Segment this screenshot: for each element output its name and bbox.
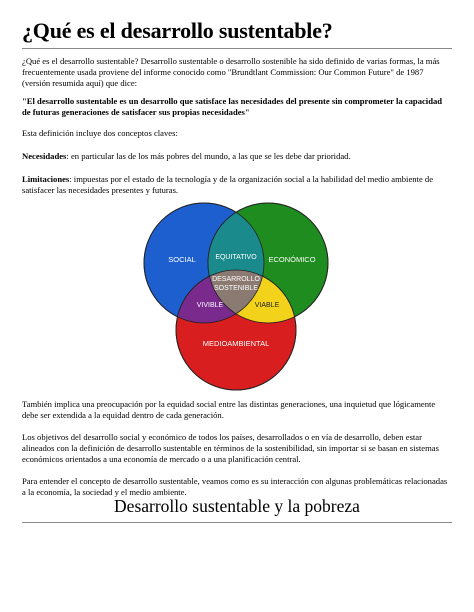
label-viable: VIABLE bbox=[254, 302, 280, 309]
definition-intro: Esta definición incluye dos conceptos claves: bbox=[22, 128, 178, 138]
objectives-paragraph: Los objetivos del desarrollo social y económico de todos los países, desarrollados o en vía de desarrollo, deben estar alineados con la definición de desarrollo sustentable en términos de la sostenibilidad, sin importar si se basan en sistemas económicos orientados a una economía de mercado o a una planificación central. bbox=[22, 432, 439, 464]
concept-limitations bbox=[22, 174, 452, 196]
intro-paragraph: ¿Qué es el desarrollo sustentable? Desarrollo sustentable o desarrollo sostenible ha sido definido de varias formas, la más frecuentemente usada proviene del informe conocido como "Brundtlant Commission: Our Common Future" de 1987 (versión resumida aquí) que dice: bbox=[22, 56, 440, 88]
label-economic: ECONÓMICO bbox=[268, 255, 316, 264]
concept-needs-text: : en particular las de los más pobres del mundo, a las que se les debe dar prioridad. bbox=[66, 151, 351, 161]
label-livable: VIVIBLE bbox=[196, 302, 224, 309]
section-heading: Desarrollo sustentable y la pobreza bbox=[114, 496, 360, 516]
label-center-line1: DESARROLLO bbox=[212, 276, 260, 283]
definition-quote: "El desarrollo sustentable es un desarrollo que satisface las necesidades del presente sin comprometer la capacidad de futuras generaciones de satisfacer sus propias necesidades" bbox=[22, 96, 443, 117]
concept-needs-term: Necesidades bbox=[22, 151, 67, 161]
concept-limitations-text: : impuestas por el estado de la tecnología y de la organización social a la habilidad del medio ambiente de satisfacer las necesidades presentes y futuras. bbox=[22, 174, 434, 195]
label-center-line2: SOSTENIBLE bbox=[214, 285, 258, 292]
concept-limitations-term: Limitaciones bbox=[22, 174, 70, 184]
section-divider bbox=[22, 522, 452, 523]
label-environmental: MEDIOAMBIENTAL bbox=[202, 339, 270, 348]
concept-needs bbox=[22, 151, 452, 162]
page-title: ¿Qué es el desarrollo sustentable? bbox=[22, 18, 333, 43]
title-divider bbox=[22, 48, 452, 49]
sustainability-venn-diagram bbox=[142, 200, 332, 392]
label-equitable: EQUITATIVO bbox=[215, 254, 257, 261]
label-social: SOCIAL bbox=[168, 255, 196, 264]
equity-paragraph: También implica una preocupación por la equidad social entre las distintas generaciones, una inquietud que lógicamente debe ser extendida a la equidad dentro de cada generación. bbox=[22, 399, 436, 420]
understand-paragraph: Para entender el concepto de desarrollo sustentable, veamos como es su interacción con algunas problemáticas relacionadas a la economía, la sociedad y el medio ambiente. bbox=[22, 476, 448, 497]
